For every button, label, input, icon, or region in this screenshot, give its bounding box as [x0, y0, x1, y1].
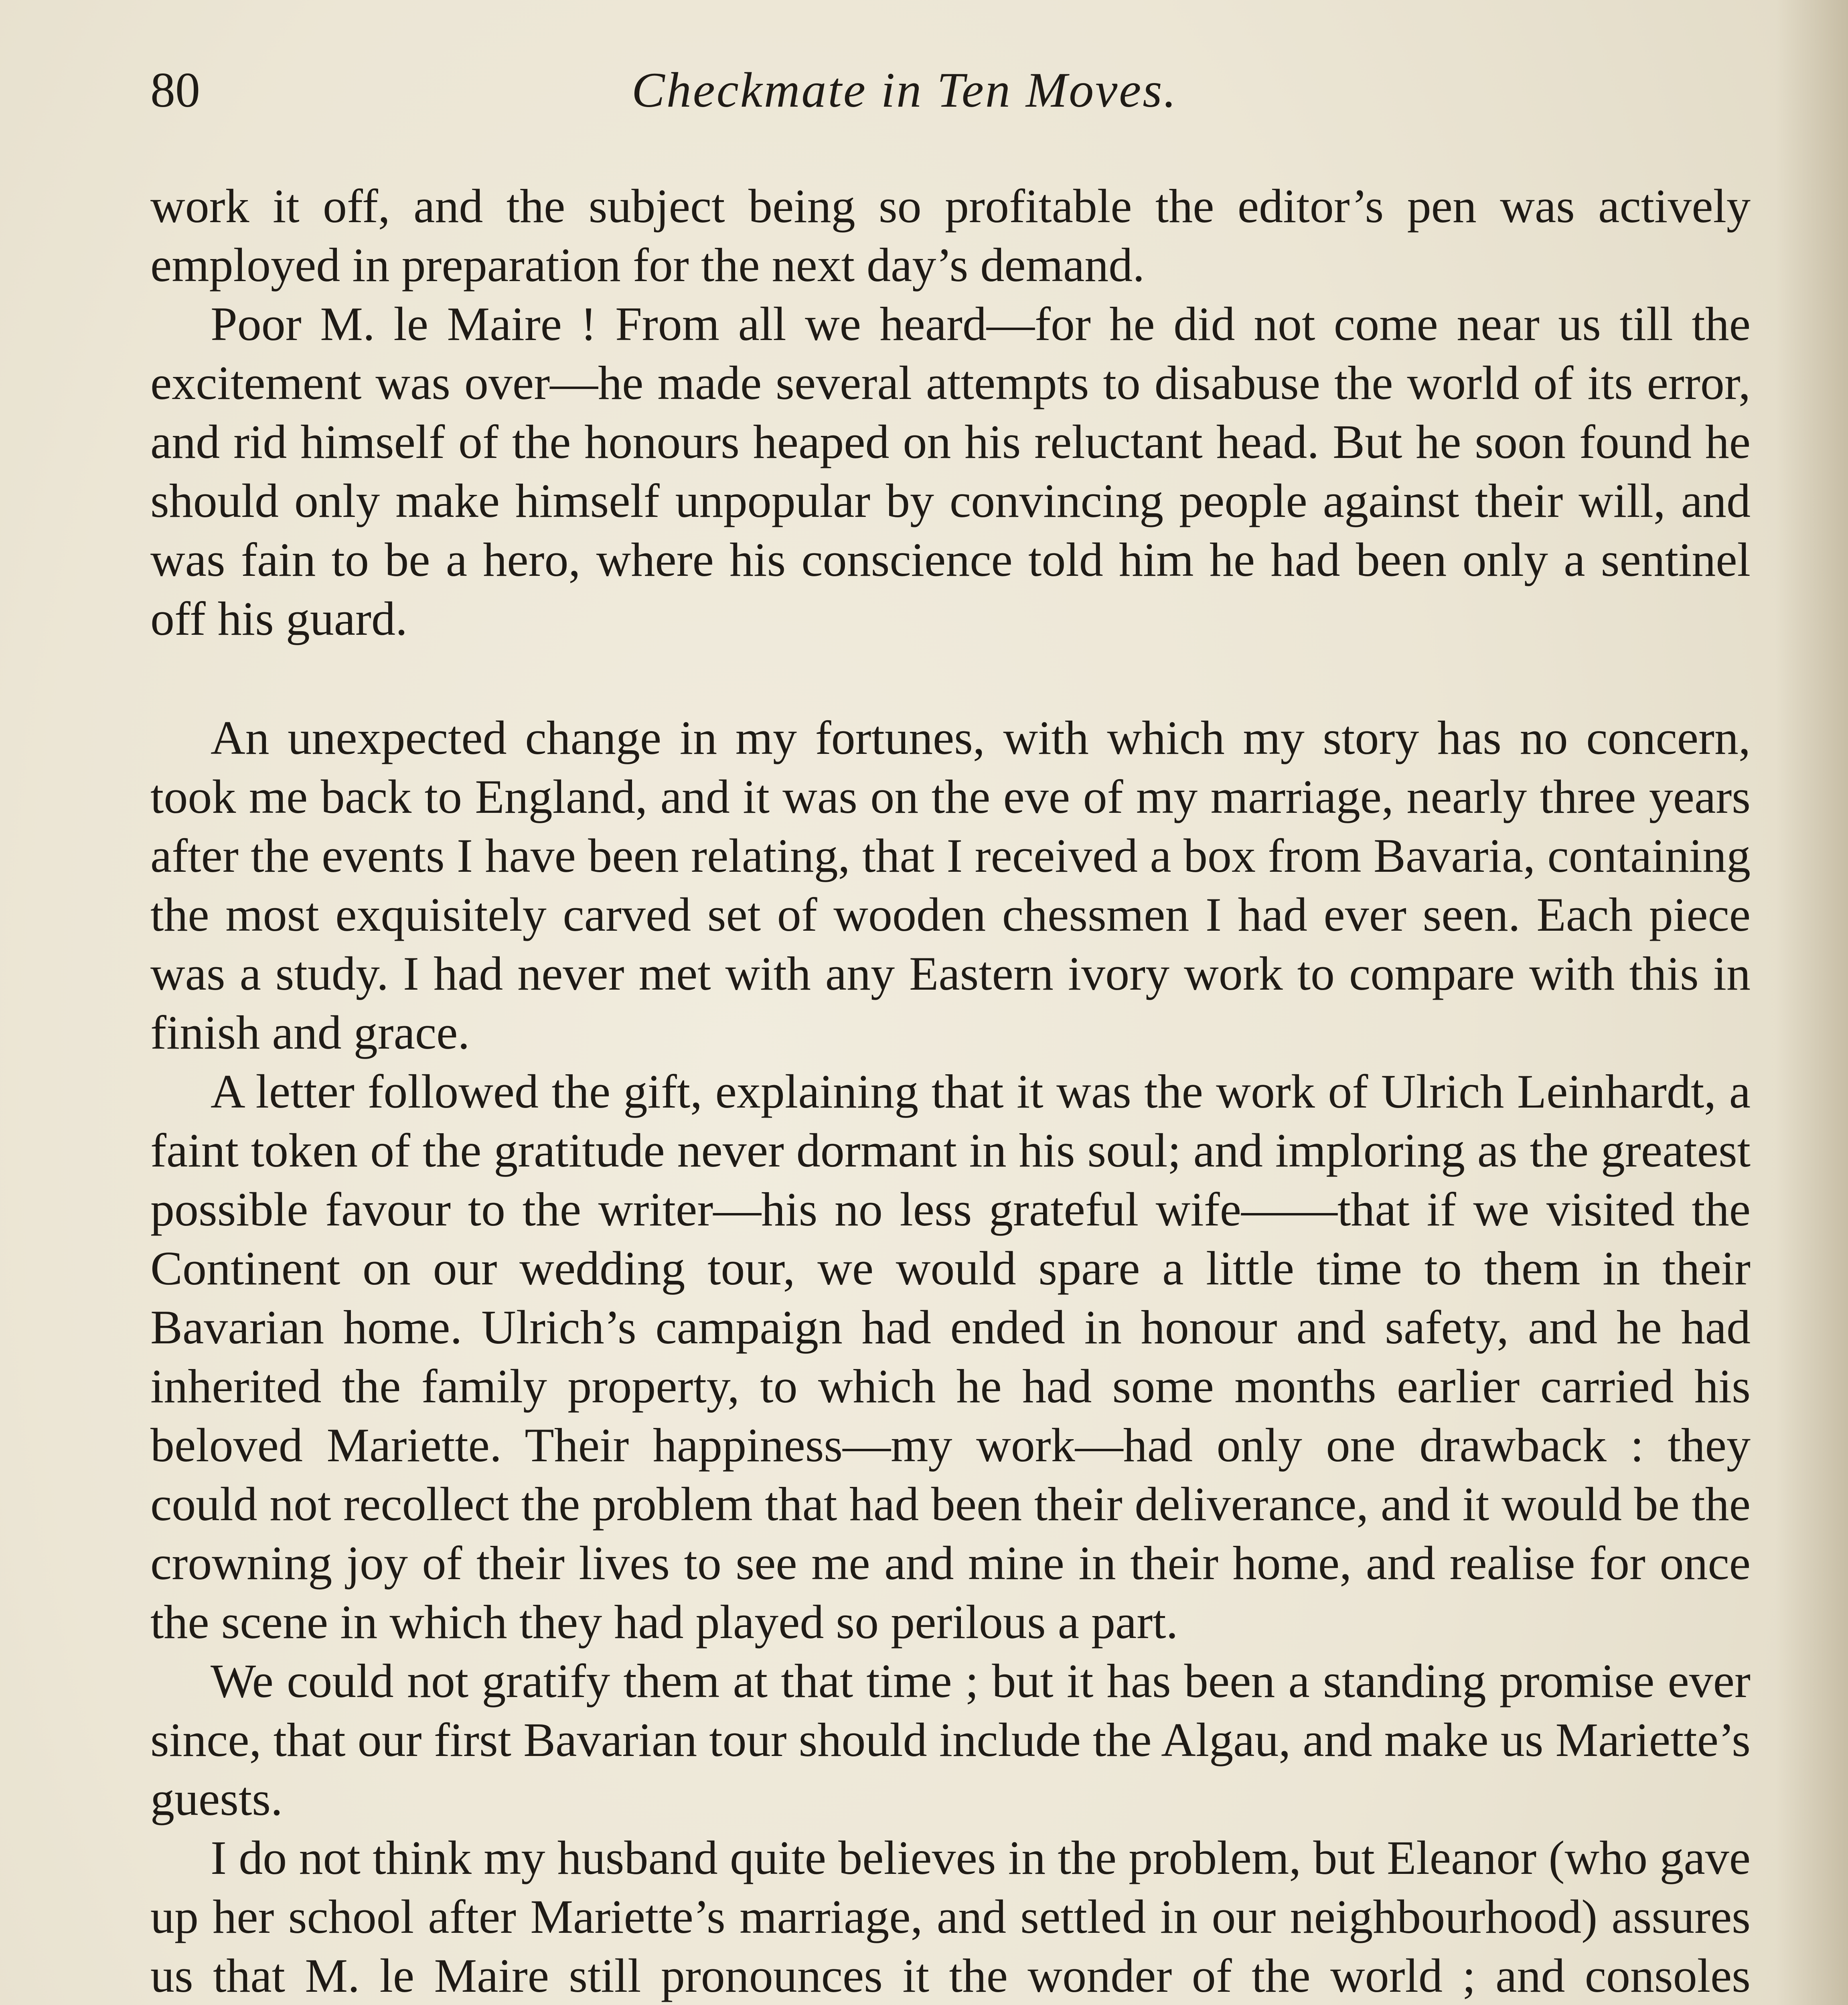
body-text: [150, 176, 1751, 2005]
page-edge-shadow: [1776, 0, 1848, 2005]
paragraph-poor-maire: Poor M. le Maire ! From all we heard—for he did not come near us till the excitement was over—he made several attempts to disabuse the world of its error, and rid himself of the honours heaped on his reluctant head. But he soon found he should only make himself unpopular by convincing people against their will, and was fain to be a hero, where his conscience told him he had been only a sentinel off his guard.: [150, 297, 1751, 645]
paragraph-unexpected-change: An unexpected change in my fortunes, with which my story has no concern, took me back to England, and it was on the eve of my marriage, nearly three years after the events I have been relating, that I received a box from Bavaria, containing the most exquisitely carved set of wooden chessmen I had ever seen. Each piece was a study. I had never met with any Eastern ivory work to compare with this in finish and grace.: [150, 711, 1751, 1059]
section-break: [150, 648, 1751, 708]
paragraph-husband: I do not think my husband quite believes in the problem, but Eleanor (who gave up her school after Mariette’s marriage, and settled in our neighbourhood) assures us that M. le Maire still pronounces it the wonder of the world ; and consoles: [150, 1831, 1751, 2002]
paragraph-letter: A letter followed the gift, explaining that it was the work of Ulrich Leinhardt, a faint token of the gratitude never dormant in his soul; and imploring as the greatest possible favour to the writer—his no less grateful wife——that if we visited the Continent on our wedding tour, we would spare a little time to them in their Bavarian home. Ulrich’s campaign had ended in honour and safety, and he had inherited the family property, to which he had some months earlier carried his beloved Mariette. Their happiness—my work—had only one drawback : they could not recollect the problem that had been their deliverance, and it would be the crowning joy of their lives to see me and mine in their home, and realise for once the scene in which they had played so perilous a part.: [150, 1065, 1751, 1649]
paragraph-continued: work it off, and the subject being so profitable the editor’s pen was actively employed in preparation for the next day’s demand.: [150, 179, 1751, 292]
running-head: [150, 60, 1714, 120]
paragraph-gratify: We could not gratify them at that time ; but it has been a standing promise ever since, that our first Bavarian tour should include the Algau, and make us Mariette’s guests.: [150, 1654, 1751, 1825]
running-title: Checkmate in Ten Moves.: [632, 63, 1178, 117]
page-number: 80: [150, 63, 200, 117]
